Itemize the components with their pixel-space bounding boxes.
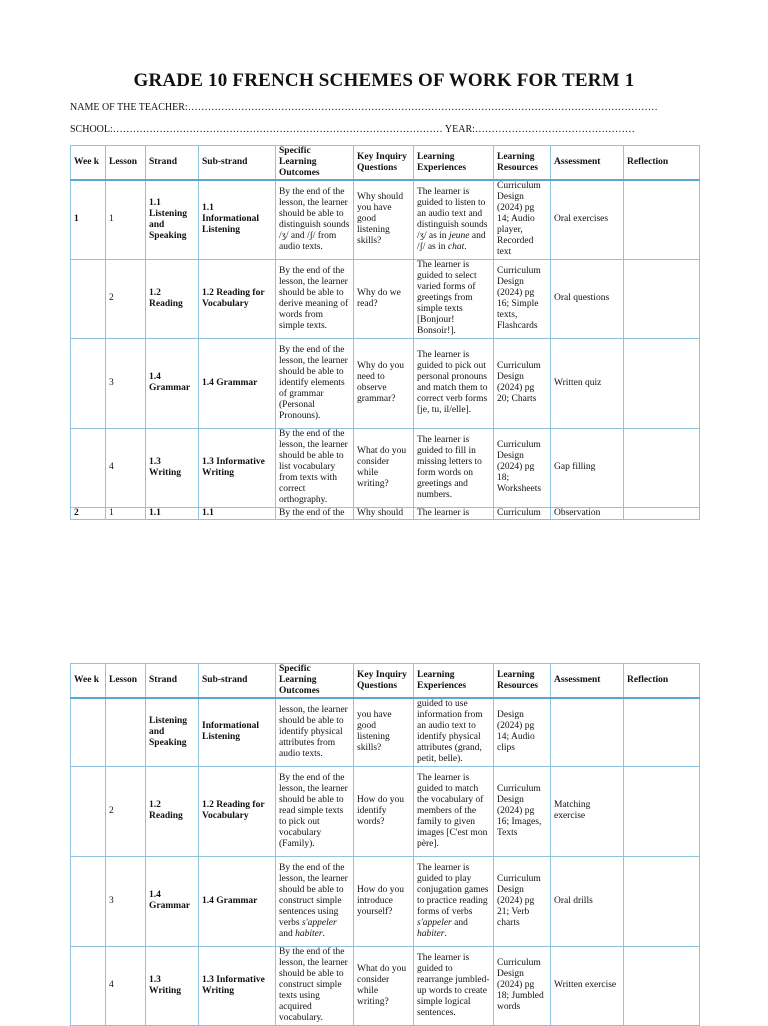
week-cell bbox=[71, 946, 106, 1025]
table-row bbox=[71, 946, 700, 1025]
lesson-cell: 2 bbox=[106, 259, 146, 338]
reflection-cell bbox=[624, 259, 700, 338]
table-header-row bbox=[71, 664, 700, 699]
sub-strand-cell: 1.1 bbox=[199, 507, 276, 519]
lesson-cell: 1 bbox=[106, 507, 146, 519]
strand-cell: 1.2 Reading bbox=[146, 259, 199, 338]
sub-strand-cell: 1.3 Informative Writing bbox=[199, 428, 276, 507]
header-sub-strand: Sub-strand bbox=[199, 664, 276, 699]
experience-cell: The learner is guided to match the vocabulary of members of the family to given images [C'est mon père]. bbox=[414, 766, 494, 856]
experience-cell: guided to use information from an audio text to identify physical attributes (grand, petit, belle). bbox=[414, 698, 494, 766]
header-strand: Strand bbox=[146, 146, 199, 181]
sub-strand-cell: Informational Listening bbox=[199, 698, 276, 766]
reflection-cell bbox=[624, 698, 700, 766]
week-cell bbox=[71, 338, 106, 428]
strand-cell: 1.1 bbox=[146, 507, 199, 519]
question-cell: Why do we read? bbox=[354, 259, 414, 338]
question-cell: Why do you need to observe grammar? bbox=[354, 338, 414, 428]
header-assessment: Assessment bbox=[551, 664, 624, 699]
reflection-cell bbox=[624, 428, 700, 507]
reflection-cell bbox=[624, 180, 700, 259]
strand-cell: 1.3 Writing bbox=[146, 428, 199, 507]
resources-cell: Curriculum Design (2024) pg 21; Verb charts bbox=[494, 856, 551, 946]
experience-cell: The learner is guided to pick out personal pronouns and match them to correct verb forms [je, tu, il/elle]. bbox=[414, 338, 494, 428]
experience-cell: The learner is guided to fill in missing letters to form words on greetings and numbers. bbox=[414, 428, 494, 507]
resources-cell: Curriculum Design (2024) pg 14; Audio player, Recorded text bbox=[494, 180, 551, 259]
outcome-cell: By the end of the lesson, the learner should be able to read simple texts to pick out vocabulary (Family). bbox=[276, 766, 354, 856]
resources-cell: Curriculum Design (2024) pg 16; Simple texts, Flashcards bbox=[494, 259, 551, 338]
table-row bbox=[71, 338, 700, 428]
strand-cell: 1.2 Reading bbox=[146, 766, 199, 856]
assessment-cell: Written exercise bbox=[551, 946, 624, 1025]
resources-cell: Curriculum Design (2024) pg 16; Images, Texts bbox=[494, 766, 551, 856]
experience-cell: The learner is guided to select varied forms of greetings from simple texts [Bonjour! Bonsoir!]. bbox=[414, 259, 494, 338]
outcome-cell: By the end of the lesson, the learner should be able to construct simple texts using acquired vocabulary. bbox=[276, 946, 354, 1025]
outcome-cell: By the end of the lesson, the learner should be able to distinguish sounds /ʒ/ and /ʃ/ from audio texts. bbox=[276, 180, 354, 259]
header-experiences: Learning Experiences bbox=[414, 146, 494, 181]
lesson-cell bbox=[106, 698, 146, 766]
table-row bbox=[71, 180, 700, 259]
sub-strand-cell: 1.1 Informational Listening bbox=[199, 180, 276, 259]
strand-cell: 1.1 Listening and Speaking bbox=[146, 180, 199, 259]
assessment-cell: Written quiz bbox=[551, 338, 624, 428]
reflection-cell bbox=[624, 507, 700, 519]
reflection-cell bbox=[624, 856, 700, 946]
header-questions: Key Inquiry Questions bbox=[354, 146, 414, 181]
outcome-cell: By the end of the bbox=[276, 507, 354, 519]
resources-cell: Curriculum Design (2024) pg 18; Jumbled words bbox=[494, 946, 551, 1025]
table-row bbox=[71, 428, 700, 507]
sub-strand-cell: 1.4 Grammar bbox=[199, 856, 276, 946]
experience-cell: The learner is guided to rearrange jumbled-up words to create simple logical sentences. bbox=[414, 946, 494, 1025]
table-row bbox=[71, 766, 700, 856]
resources-cell: Curriculum Design (2024) pg 20; Charts bbox=[494, 338, 551, 428]
outcome-cell: By the end of the lesson, the learner should be able to construct simple sentences using verbs s'appeler and habiter. bbox=[276, 856, 354, 946]
assessment-cell: Oral exercises bbox=[551, 180, 624, 259]
assessment-cell: Observation bbox=[551, 507, 624, 519]
strand-cell: 1.4 Grammar bbox=[146, 856, 199, 946]
header-reflection: Reflection bbox=[624, 146, 700, 181]
table-row bbox=[71, 259, 700, 338]
header-sub-strand: Sub-strand bbox=[199, 146, 276, 181]
assessment-cell: Oral drills bbox=[551, 856, 624, 946]
week-cell bbox=[71, 698, 106, 766]
sub-strand-cell: 1.2 Reading for Vocabulary bbox=[199, 259, 276, 338]
scheme-table-page2 bbox=[70, 663, 700, 1026]
question-cell: you have good listening skills? bbox=[354, 698, 414, 766]
resources-cell: Curriculum bbox=[494, 507, 551, 519]
week-cell bbox=[71, 259, 106, 338]
lesson-cell: 3 bbox=[106, 338, 146, 428]
header-outcomes: Specific Learning Outcomes bbox=[276, 664, 354, 699]
sub-strand-cell: 1.3 Informative Writing bbox=[199, 946, 276, 1025]
header-resources: Learning Resources bbox=[494, 664, 551, 699]
resources-cell: Curriculum Design (2024) pg 18; Worksheets bbox=[494, 428, 551, 507]
outcome-cell: By the end of the lesson, the learner should be able to derive meaning of words from simple texts. bbox=[276, 259, 354, 338]
lesson-cell: 4 bbox=[106, 946, 146, 1025]
strand-cell: 1.4 Grammar bbox=[146, 338, 199, 428]
week-cell bbox=[71, 766, 106, 856]
week-cell bbox=[71, 428, 106, 507]
table-row bbox=[71, 856, 700, 946]
reflection-cell bbox=[624, 946, 700, 1025]
lesson-cell: 4 bbox=[106, 428, 146, 507]
header-experiences: Learning Experiences bbox=[414, 664, 494, 699]
outcome-cell: lesson, the learner should be able to identify physical attributes from audio texts. bbox=[276, 698, 354, 766]
experience-cell: The learner is guided to listen to an audio text and distinguish sounds /ʒ/ as in jeune and /ʃ/ as in chat. bbox=[414, 180, 494, 259]
sub-strand-cell: 1.4 Grammar bbox=[199, 338, 276, 428]
reflection-cell bbox=[624, 338, 700, 428]
week-cell: 2 bbox=[71, 507, 106, 519]
experience-cell: The learner is bbox=[414, 507, 494, 519]
header-strand: Strand bbox=[146, 664, 199, 699]
reflection-cell bbox=[624, 766, 700, 856]
sub-strand-cell: 1.2 Reading for Vocabulary bbox=[199, 766, 276, 856]
teacher-name-line: NAME OF THE TEACHER:…………………………………………………………………………………………………………………………… bbox=[70, 102, 658, 113]
table-header-row bbox=[71, 146, 700, 181]
table-row-cut bbox=[71, 507, 700, 519]
assessment-cell: Gap filling bbox=[551, 428, 624, 507]
strand-cell: 1.3 Writing bbox=[146, 946, 199, 1025]
document-title: GRADE 10 FRENCH SCHEMES OF WORK FOR TERM 1 bbox=[133, 70, 635, 91]
outcome-cell: By the end of the lesson, the learner should be able to identify elements of grammar (Personal Pronouns). bbox=[276, 338, 354, 428]
header-lesson: Lesson bbox=[106, 664, 146, 699]
question-cell: How do you identify words? bbox=[354, 766, 414, 856]
week-cell: 1 bbox=[71, 180, 106, 259]
assessment-cell: Oral questions bbox=[551, 259, 624, 338]
lesson-cell: 2 bbox=[106, 766, 146, 856]
scheme-table-page1 bbox=[70, 145, 700, 520]
question-cell: How do you introduce yourself? bbox=[354, 856, 414, 946]
strand-cell: Listening and Speaking bbox=[146, 698, 199, 766]
experience-cell: The learner is guided to play conjugation games to practice reading forms of verbs s'appeler and habiter. bbox=[414, 856, 494, 946]
header-outcomes: Specific Learning Outcomes bbox=[276, 146, 354, 181]
header-assessment: Assessment bbox=[551, 146, 624, 181]
assessment-cell bbox=[551, 698, 624, 766]
header-week: Wee k bbox=[71, 664, 106, 699]
header-resources: Learning Resources bbox=[494, 146, 551, 181]
table-row bbox=[71, 698, 700, 766]
school-year-line: SCHOOL:……………………………………………………………………………………… YEAR:………………………………………… bbox=[70, 124, 635, 135]
header-lesson: Lesson bbox=[106, 146, 146, 181]
header-questions: Key Inquiry Questions bbox=[354, 664, 414, 699]
question-cell: What do you consider while writing? bbox=[354, 428, 414, 507]
resources-cell: Design (2024) pg 14; Audio clips bbox=[494, 698, 551, 766]
question-cell: What do you consider while writing? bbox=[354, 946, 414, 1025]
week-cell bbox=[71, 856, 106, 946]
lesson-cell: 1 bbox=[106, 180, 146, 259]
lesson-cell: 3 bbox=[106, 856, 146, 946]
question-cell: Why should you have good listening skills? bbox=[354, 180, 414, 259]
question-cell: Why should bbox=[354, 507, 414, 519]
outcome-cell: By the end of the lesson, the learner should be able to list vocabulary from texts with correct orthography. bbox=[276, 428, 354, 507]
header-reflection: Reflection bbox=[624, 664, 700, 699]
header-week: Wee k bbox=[71, 146, 106, 181]
assessment-cell: Matching exercise bbox=[551, 766, 624, 856]
